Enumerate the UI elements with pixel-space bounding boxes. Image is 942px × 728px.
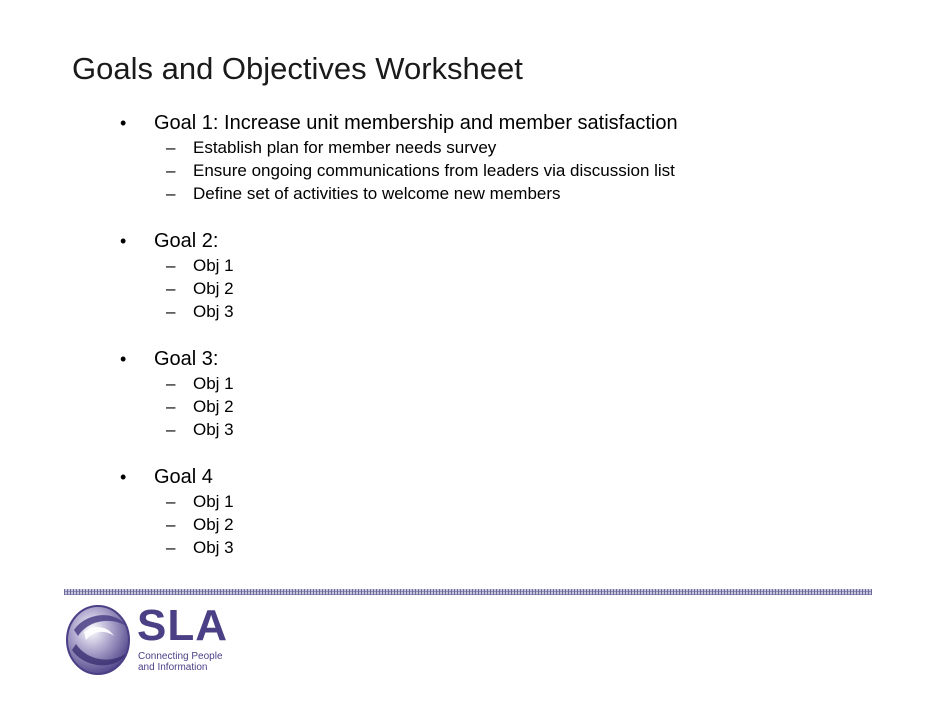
goal-label: Goal 3:: [154, 348, 219, 370]
objective-item: [0, 395, 900, 418]
dash-icon: –: [166, 397, 176, 416]
objective-text: Establish plan for member needs survey: [193, 138, 497, 157]
objective-text: Obj 2: [193, 397, 234, 416]
objective-text: Obj 2: [193, 515, 234, 534]
objective-item: [0, 182, 900, 205]
goal-block: [0, 346, 900, 441]
objective-text: Obj 1: [193, 256, 234, 275]
goal-block: [0, 464, 900, 559]
logo-tagline: [138, 651, 248, 673]
dash-icon: –: [166, 302, 176, 321]
objective-item: [0, 418, 900, 441]
bullet-icon: •: [120, 349, 127, 369]
dash-icon: –: [166, 256, 176, 275]
objective-text: Obj 1: [193, 374, 234, 393]
objective-text: Obj 3: [193, 420, 234, 439]
objective-item: [0, 513, 900, 536]
goal-block: [0, 228, 900, 323]
objective-item: [0, 490, 900, 513]
objective-text: Obj 3: [193, 538, 234, 557]
logo-tagline-line: Connecting People: [138, 651, 223, 662]
sla-logo: [64, 602, 264, 682]
objective-item: [0, 536, 900, 559]
logo-wordmark: SLA: [137, 601, 228, 650]
slide-title: Goals and Objectives Worksheet: [72, 51, 523, 86]
objective-item: [0, 159, 900, 182]
goal-line: [0, 110, 900, 136]
objective-item: [0, 300, 900, 323]
goal-label: Goal 2:: [154, 230, 219, 252]
bullet-icon: •: [120, 467, 127, 487]
dash-icon: –: [166, 279, 176, 298]
objective-item: [0, 254, 900, 277]
dash-icon: –: [166, 374, 176, 393]
goal-line: [0, 464, 900, 490]
objective-text: Ensure ongoing communications from leaders via discussion list: [193, 161, 675, 180]
objective-item: [0, 372, 900, 395]
goal-line: [0, 346, 900, 372]
dash-icon: –: [166, 492, 176, 511]
dash-icon: –: [166, 538, 176, 557]
footer-divider: [64, 589, 872, 595]
objective-item: [0, 136, 900, 159]
dash-icon: –: [166, 138, 176, 157]
goal-line: [0, 228, 900, 254]
objective-text: Obj 1: [193, 492, 234, 511]
goal-label: Goal 4: [154, 466, 213, 488]
dash-icon: –: [166, 420, 176, 439]
globe-swirl-icon: [64, 602, 136, 678]
bullet-icon: •: [120, 231, 127, 251]
logo-tagline-line: and Information: [138, 662, 208, 673]
objective-text: Obj 2: [193, 279, 234, 298]
objective-text: Define set of activities to welcome new members: [193, 184, 561, 203]
dash-icon: –: [166, 515, 176, 534]
bullet-icon: •: [120, 113, 127, 133]
goal-label: Goal 1: Increase unit membership and member satisfaction: [154, 112, 678, 134]
goal-block: [0, 110, 900, 205]
objective-text: Obj 3: [193, 302, 234, 321]
dash-icon: –: [166, 161, 176, 180]
objective-item: [0, 277, 900, 300]
dash-icon: –: [166, 184, 176, 203]
